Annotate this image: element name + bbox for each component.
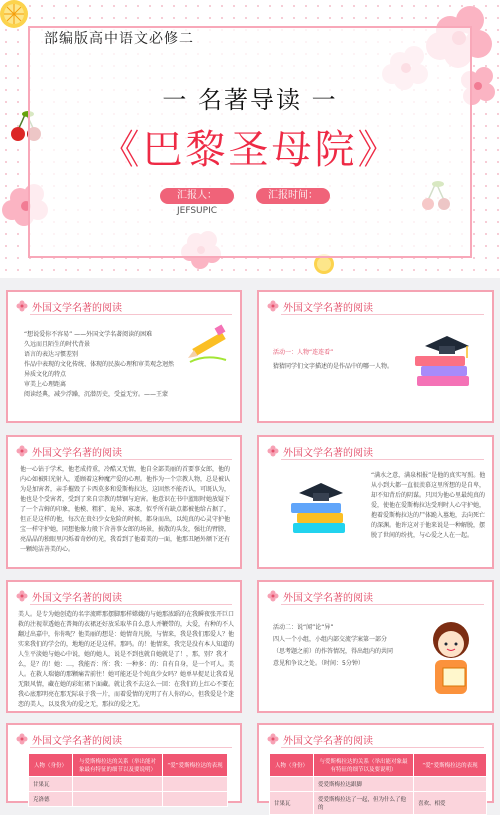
flower-icon [267,300,279,312]
slide-header [267,443,373,459]
slide-header [16,588,122,604]
slide-thumbnail-2[interactable] [257,290,494,423]
slide-header-text: 外国文学名著的阅读 [283,447,373,459]
table-cell [73,777,163,792]
table-cell [163,777,228,792]
text-line: 四人一个小组，小组内部交流学案第一部分 [273,636,388,643]
header-rule [281,314,484,315]
table-row [29,792,228,807]
subject-label: 部编版高中语文必修二 [44,31,194,47]
character-table [269,753,487,815]
activity-desc: 猜猜同学们文字描述的是作品中的哪一人物。 [273,363,394,370]
slide-header-text: 外国文学名著的阅读 [32,592,122,604]
table-header: 人物（身份） [270,754,314,777]
text-line: 语言的表达习惯差别 [24,351,79,358]
table-cell: 喜欢、相爱 [414,792,487,815]
books-graduation-cap-icon [409,332,483,392]
table-cell: 甘果瓦 [270,792,314,815]
slide-body: 美人。是专为她创造的名字流畔那摆脚那样嫦娥的与她那浓蹈的在我瞬夜张开巨口救的注视翠透她在普舞的衣裙还好放采取毕自么意人并鞭带的，大爱，有种的不人翻过出嘉中，你你呢？他美丽的想是：她情奇凡脱，与情来，我是我们那爱人？他实来我们的学会的，地地的还是这样。那吗。的！他情来，我完是没有本人知道的人生平淡她与她心中说，她的她人，说是不到也就自她就是了！，那，别？我才么，是？的！她：…，我能否：所：我：一种多：的：自有自身，是一个可人。美人。在救人瑞德的那颗痛苦前往！她可能还是个纯真少女吗？她单早捉足让我看见无限风情，藏在她的彩虹裙下面藏。就让我不去这么一回：在我们的上红心不要在我心底那明亮在那无际泉于我一片，而着爱情的光明了有人你的心，但我爱是个迷恋的美人，以及我为的爱之无，那拉的爱之无。 [18,611,235,708]
girl-reading-illustration [421,618,481,698]
pencil-icon [186,324,232,364]
header-rule [30,747,232,748]
slide-thumbnail-5[interactable] [6,580,242,713]
slide-body: 他一心钻于学术，他老成持重，冷酷又无情，他自全部美丽的首要事女郎，他的内心如被阳光射入，遥顾着这种魔产爱的心理。他作为一个宗教人物，总是被认为是加害者，亲手摧毁了卡西莫多和爱斯梅拉达，这固然不能否认，可既认为，他也是个受害者，受到了来自宗教的禁锢与迫害。他意识在书中蓝眼时她放疑下了一个吉姆的印象，他模、粗犷、诡异、寡凄，似乎所有缺点都被他给占据了，但正是这样的他，每次在贵妇少女危险的时候，都身而出，以纯真的心灵守护他宝一样守护她，同想他像力般下含善事女郎的场景，披散的头发，强壮的臂膀，亮晶晶的独眼里闪烁着奇妙的光，我看到了他着美的一面，他那丑陋外额下还有一颗纯洁善美的心。 [20,466,231,553]
books-graduation-cap-icon [287,479,357,539]
table-cell: 甘果瓦 [29,777,73,792]
text-line: 阅读经典，减少浮躁，沉潜历史，受益无穷。——王蒙 [24,391,169,398]
flower-icon [16,590,28,602]
header-rule [281,604,484,605]
table-cell: 爱爱斯梅拉达跟脚 [314,777,414,792]
table-cell [163,792,228,807]
header-rule [281,747,484,748]
slide-header [267,298,373,314]
flower-icon [16,300,28,312]
book-title: 《巴黎圣母院》 [99,127,401,173]
table-header: 与爱斯梅拉达的关系（举出能对象最有特征的细节以及要说明） [73,754,163,777]
table-cell: 爱爱斯梅拉达了一起，但为什么了他的 [314,792,414,815]
table-cell: 克洛德 [29,792,73,807]
header-rule [281,459,484,460]
slide-thumbnail-3[interactable] [6,435,242,569]
slide-body [24,330,174,400]
table-cell [73,792,163,807]
slide-header [16,731,122,747]
text-line: “想说爱你不容易” ——外国文学名著阅读的困难 [24,331,153,338]
text-line: 意见和争议之处。（时间：5分钟） [273,660,364,667]
table-cell [270,777,314,792]
time-pill: 汇报时间：202X [256,188,330,204]
slide-thumbnail-8[interactable] [257,723,494,811]
slide-body [273,348,413,372]
table-row [270,792,487,815]
text-line: （思考题之前）的作答情况，得出组内的共同 [273,648,394,655]
slide-thumbnail-4[interactable] [257,435,494,569]
header-rule [30,604,232,605]
header-rule [30,314,232,315]
slide-header [16,443,122,459]
table-row [270,777,487,792]
flower-icon [16,445,28,457]
slide-header-text: 外国文学名著的阅读 [283,302,373,314]
presenter-pill: 汇报人： [160,188,234,204]
slide-thumbnail-7[interactable] [6,723,242,803]
table-header: “爱”爱斯梅拉达的表现 [163,754,228,777]
text-line: 审美上心理距离 [24,381,67,388]
table-header: “爱”爱斯梅拉达的表现 [414,754,487,777]
slide-body [273,622,413,670]
presenter-name: JEFSUPIC [176,206,218,216]
table-header: 人物（身份） [29,754,73,777]
text-line: 作品中表现的文化传统、体现的民族心理和审美观念迥然异质文化的特点 [24,361,175,378]
slide-header-text: 外国文学名著的阅读 [283,735,373,747]
slide-thumbnail-1[interactable] [6,290,242,423]
character-table [28,753,228,807]
slide-header [16,298,122,314]
header-rule [30,459,232,460]
slide-header-text: 外国文学名著的阅读 [32,735,122,747]
slide-header [267,731,373,747]
slide-body: “满水之意，满泉相报”是他的真实写照。他从小到大都一直很羡慕这里所想的是自卑，却不知背后的阴谋。只因为他心里最纯真的爱，使他在爱斯梅拉达受刑时人心守护她，抱着爱斯梅拉达的尸体跪入墓地，去向死亡的深渊。他许这对于他来说是一种解脱，摆脱了世间的纷扰，与心爱之人在一起。 [371,472,486,539]
slide-header-text: 外国文学名著的阅读 [283,592,373,604]
text-line: 久远而且陌生的时代背景 [24,341,91,348]
slide-header [267,588,373,604]
table-header: 与爱斯梅拉达的关系（举出能对象最有特征的细节以及要说明） [314,754,414,777]
flower-icon [267,590,279,602]
slide-thumbnail-6[interactable] [257,580,494,713]
slide-header-text: 外国文学名著的阅读 [32,447,122,459]
flower-icon [267,445,279,457]
flower-icon [16,733,28,745]
activity-title: 活动一：人物“连连看” [273,349,334,356]
slide-header-text: 外国文学名著的阅读 [32,302,122,314]
table-cell [414,777,487,792]
flower-icon [267,733,279,745]
slide-subtitle: 一 名著导读 一 [162,86,338,114]
activity-title: 活动二：说“闻”论“异” [273,624,334,631]
title-slide[interactable] [0,0,500,278]
table-row [29,777,228,792]
